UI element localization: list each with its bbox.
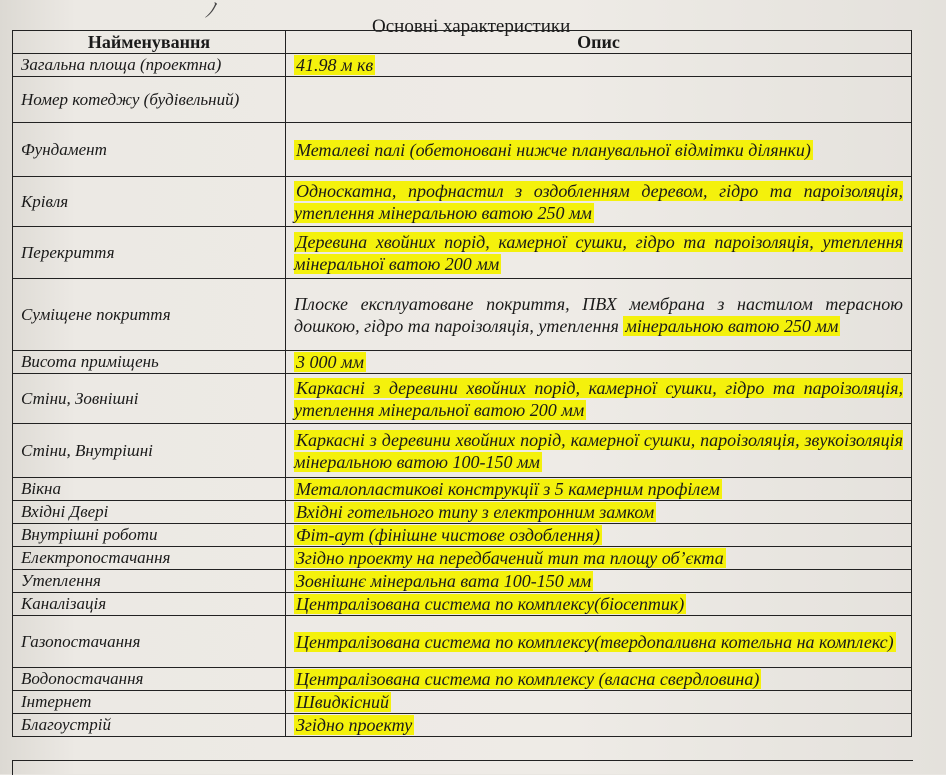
row-description-text: Централізована система по комплексу (власна свердловина) xyxy=(296,669,760,689)
table-row xyxy=(13,570,912,593)
table-row xyxy=(13,227,912,279)
row-description-text: 41.98 м кв xyxy=(296,55,374,75)
row-description-marked: мінеральною ватою 250 мм xyxy=(625,315,839,336)
row-description-text: Згідно проекту на передбачений тип та площу об’єкта xyxy=(296,548,724,568)
table-row xyxy=(13,547,912,570)
table-row xyxy=(13,501,912,524)
row-description xyxy=(286,668,912,691)
row-description-text: Централізована система по комплексу(біосептик) xyxy=(296,594,685,614)
row-name: Стіни, Зовнішні xyxy=(13,374,286,424)
row-description-text: Зовнішнє мінеральна вата 100-150 мм xyxy=(296,571,592,591)
row-name: Вікна xyxy=(13,478,286,501)
row-description-text: 3 000 мм xyxy=(296,352,364,372)
row-description xyxy=(286,351,912,374)
row-description xyxy=(286,570,912,593)
row-description xyxy=(286,54,912,77)
table-row xyxy=(13,77,912,123)
table-row xyxy=(13,54,912,77)
column-header-name: Найменування xyxy=(13,31,286,54)
row-description xyxy=(286,524,912,547)
table-body xyxy=(13,54,912,737)
characteristics-table xyxy=(12,30,912,737)
row-description xyxy=(286,501,912,524)
table-row xyxy=(13,524,912,547)
table-row xyxy=(13,351,912,374)
row-description xyxy=(286,227,912,279)
row-name: Суміщене покриття xyxy=(13,279,286,351)
row-name: Газопостачання xyxy=(13,616,286,668)
row-description xyxy=(286,424,912,478)
table-row xyxy=(13,714,912,737)
row-description-plain: Плоске експлуатоване покриття, ПВХ мембрана з настилом терасною дошкою, гідро та пароізоляція, утеплення xyxy=(294,293,903,336)
row-description-text: Швидкісний xyxy=(296,692,390,712)
row-name: Водопостачання xyxy=(13,668,286,691)
row-description xyxy=(286,123,912,177)
row-name: Каналізація xyxy=(13,593,286,616)
row-name: Номер котеджу (будівельний) xyxy=(13,77,286,123)
table-row xyxy=(13,478,912,501)
row-description xyxy=(286,279,912,351)
row-description-text: Каркасні з деревини хвойних порід, камерної сушки, гідро та пароізоляція, утеплення мінеральної ватою 200 мм xyxy=(294,377,903,420)
row-description-text: Фіт-аут (фінішне чистове оздоблення) xyxy=(296,525,600,545)
row-name: Електропостачання xyxy=(13,547,286,570)
row-name: Перекриття xyxy=(13,227,286,279)
row-description-text: Згідно проекту xyxy=(296,715,413,735)
row-name: Утеплення xyxy=(13,570,286,593)
row-description xyxy=(286,77,912,123)
row-name: Висота приміщень xyxy=(13,351,286,374)
table-row xyxy=(13,424,912,478)
row-description xyxy=(286,374,912,424)
row-description xyxy=(286,616,912,668)
document-title: Основні характеристики xyxy=(372,16,571,37)
row-name: Стіни, Внутрішні xyxy=(13,424,286,478)
row-description xyxy=(286,593,912,616)
row-description-text: Централізована система по комплексу(твердопаливна котельна на комплекс) xyxy=(296,631,894,652)
row-description xyxy=(286,478,912,501)
row-name: Вхідні Двері xyxy=(13,501,286,524)
column-header-description: Опис xyxy=(286,31,912,54)
table-row xyxy=(13,123,912,177)
table-header-row xyxy=(13,31,912,54)
table-row xyxy=(13,593,912,616)
table-row xyxy=(13,279,912,351)
row-description-text: Деревина хвойних порід, камерної сушки, гідро та пароізоляція, утеплення мінеральної ватою 200 мм xyxy=(294,231,903,274)
table-row xyxy=(13,668,912,691)
table-row xyxy=(13,691,912,714)
table-row xyxy=(13,374,912,424)
row-description xyxy=(286,177,912,227)
row-description xyxy=(286,714,912,737)
row-description-text: Металеві палі (обетоновані нижче планувальної відмітки ділянки) xyxy=(296,139,811,160)
row-description xyxy=(286,547,912,570)
row-name: Крівля xyxy=(13,177,286,227)
row-description-text: Каркасні з деревини хвойних порід, камерної сушки, пароізоляція, звукоізоляція мінеральною ватою 100-150 мм xyxy=(294,429,903,472)
row-description-text: Металопластикові конструкції з 5 камерним профілем xyxy=(296,479,720,499)
row-name: Внутрішні роботи xyxy=(13,524,286,547)
row-name: Інтернет xyxy=(13,691,286,714)
row-name: Загальна площа (проектна) xyxy=(13,54,286,77)
row-description-text: Вхідні готельного типу з електронним замком xyxy=(296,502,655,522)
next-table-edge xyxy=(12,760,913,775)
row-description-text: Односкатна, профнастил з оздобленням деревом, гідро та пароізоляція, утеплення мінеральною ватою 250 мм xyxy=(294,180,903,223)
row-description xyxy=(286,691,912,714)
handwritten-mark: ﾉ xyxy=(205,0,215,22)
row-name: Благоустрій xyxy=(13,714,286,737)
table-row xyxy=(13,177,912,227)
table-row xyxy=(13,616,912,668)
row-name: Фундамент xyxy=(13,123,286,177)
